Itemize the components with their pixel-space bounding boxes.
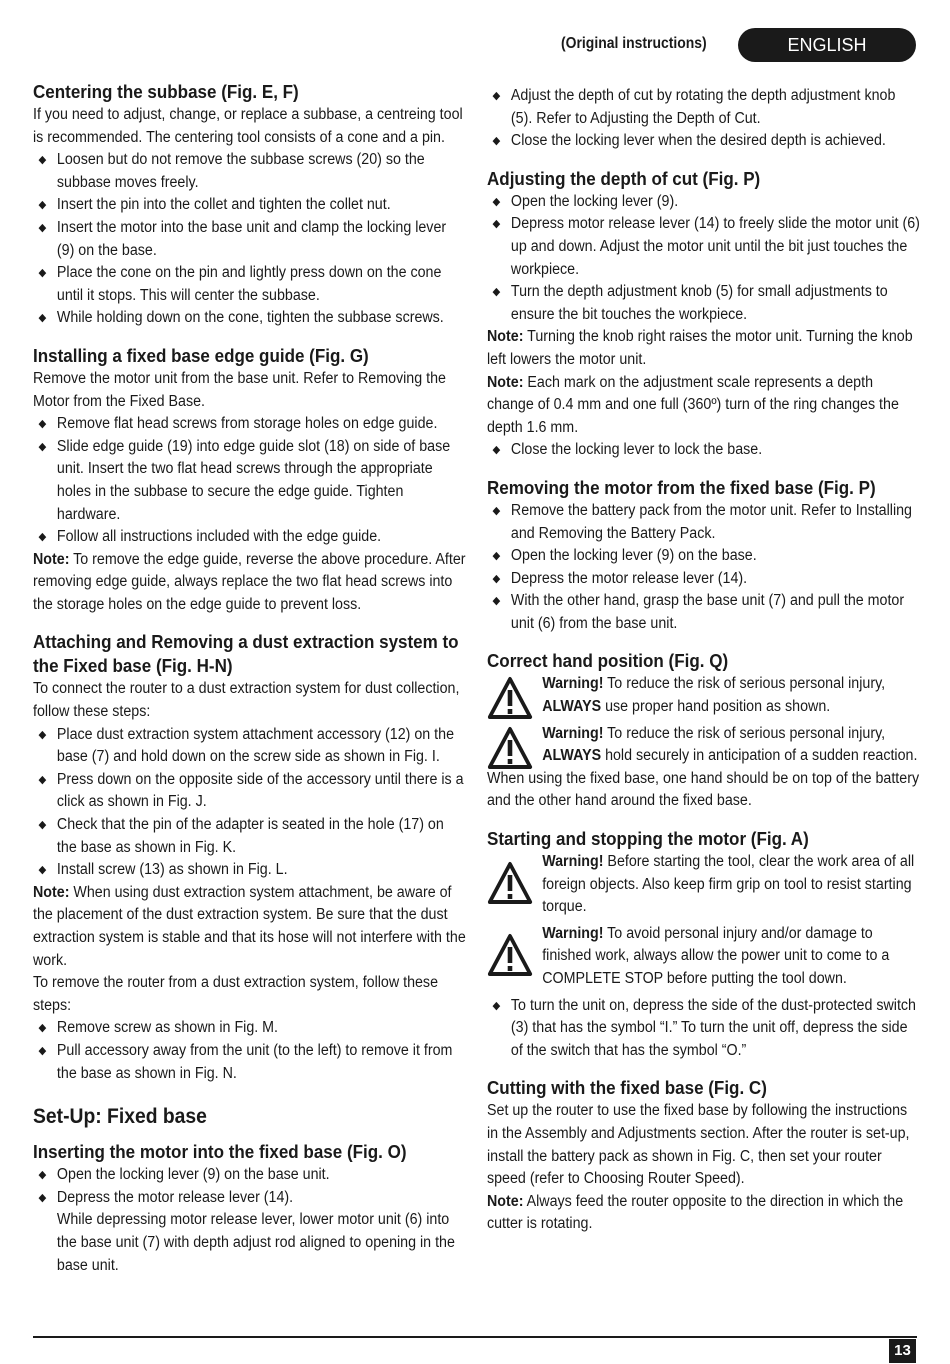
list-item: ◆ Follow all instructions included with the edge guide. [38, 528, 382, 546]
note: Note: When using dust extraction system attachment, be aware of the placement of the dust extraction system. Be sure that the dust extraction system is stable and that its hose will not interfere with the work. [33, 883, 466, 969]
list-item: ◆ Place dust extraction system attachment accessory (12) on the base (7) and hold down on the screw side as shown in Fig. I. [38, 725, 455, 766]
list-item: ◆ To turn the unit on, depress the side of the dust-protected switch (3) that has the symbol “I.” To turn the unit off, depress the side of the switch that has the symbol “O.” [492, 996, 916, 1059]
bullet-list [33, 1164, 466, 1209]
list-item: ◆ Pull accessory away from the unit (to the left) to remove it from the base as shown in Fig. N. [38, 1041, 453, 1082]
warning-block: Warning! Before starting the tool, clear the work area of all foreign objects. Also keep firm grip on tool to resist starting torque. [487, 851, 920, 919]
list-item: ◆ Install screw (13) as shown in Fig. L. [38, 861, 288, 879]
list-item: ◆ Depress motor release lever (14) to freely slide the motor unit (6) up and down. Adjust the motor unit until the bit just touches the workpiece. [492, 215, 920, 278]
paragraph: When using the fixed base, one hand should be on top of the battery and the other hand around the fixed base. [487, 769, 920, 810]
note: Note: Each mark on the adjustment scale represents a depth change of 0.4 mm and one full (360º) turn of the ring changes the depth 1.6 mm. [487, 373, 899, 436]
list-item: ◆ Remove the battery pack from the motor unit. Refer to Installing and Removing the Battery Pack. [492, 501, 912, 542]
paragraph: Remove the motor unit from the base unit. Refer to Removing the Motor from the Fixed Base. [33, 369, 446, 410]
list-item: ◆ With the other hand, grasp the base unit (7) and pull the motor unit (6) from the base unit. [492, 592, 905, 632]
right-column [487, 80, 920, 1236]
warning-block: Warning! To reduce the risk of serious personal injury, ALWAYS hold securely in anticipation of a sudden reaction. [487, 723, 920, 768]
heading-centering-subbase: Centering the subbase (Fig. E, F) [33, 81, 299, 102]
bullet-list [33, 1017, 466, 1085]
heading-removing-motor: Removing the motor from the fixed base (Fig. P) [487, 476, 876, 498]
note: Note: Turning the knob right raises the motor unit. Turning the knob left lowers the motor unit. [487, 328, 913, 368]
bullet-list [487, 85, 920, 153]
list-item: ◆ Open the locking lever (9) on the base unit. [38, 1166, 330, 1184]
bullet-list [487, 995, 920, 1063]
list-item: ◆ Turn the depth adjustment knob (5) for small adjustments to ensure the bit touches the workpiece. [492, 283, 888, 323]
list-item: ◆ Depress the motor release lever (14). [38, 1188, 294, 1206]
list-item: ◆ Depress the motor release lever (14). [492, 569, 748, 587]
bullet-list [33, 724, 466, 882]
paragraph: Set up the router to use the fixed base by following the instructions in the Assembly and Adjustments section. After the router is set-up, install the battery pack as shown in Fig. C, then set your router speed (refer to Choosing Router Speed). [487, 1102, 910, 1188]
heading-hand-position: Correct hand position (Fig. Q) [487, 650, 729, 672]
heading-dust-extraction: Attaching and Removing a dust extraction system to the Fixed base (Fig. H-N) [33, 631, 459, 677]
page-number: 13 [889, 1339, 916, 1363]
bullet-list [33, 149, 466, 330]
left-column [33, 80, 466, 1277]
heading-edge-guide: Installing a fixed base edge guide (Fig. G) [33, 344, 369, 366]
warning-triangle-icon [487, 933, 533, 977]
list-item: ◆ Insert the pin into the collet and tighten the collet nut. [38, 196, 391, 214]
list-item: ◆ Remove screw as shown in Fig. M. [38, 1019, 279, 1037]
list-item: ◆ Close the locking lever when the desired depth is achieved. [492, 132, 886, 150]
bullet-list [33, 413, 466, 549]
list-item: ◆ Check that the pin of the adapter is seated in the hole (17) on the base as shown in Fig. K. [38, 816, 444, 856]
heading-setup-fixed-base: Set-Up: Fixed base [33, 1105, 207, 1129]
list-item: ◆ Open the locking lever (9). [492, 192, 679, 210]
note: Note: To remove the edge guide, reverse the above procedure. After removing edge guide, always replace the two flat head screws into the storage holes on the edge guide to prevent loss. [33, 550, 466, 613]
note: Note: Always feed the router opposite to the direction in which the cutter is rotating. [487, 1192, 904, 1233]
warning-triangle-icon [487, 676, 533, 720]
list-item: ◆ Adjust the depth of cut by rotating the depth adjustment knob (5). Refer to Adjusting the Depth of Cut. [492, 87, 896, 127]
list-item: ◆ Close the locking lever to lock the base. [492, 441, 763, 459]
paragraph: While depressing motor release lever, lower motor unit (6) into the base unit (7) with depth adjust rod aligned to opening in the base unit. [56, 1211, 455, 1274]
bullet-list [487, 191, 920, 327]
warning-triangle-icon [487, 726, 533, 770]
warning-block: Warning! To reduce the risk of serious personal injury, ALWAYS use proper hand position as shown. [487, 673, 920, 718]
paragraph: To connect the router to a dust extraction system for dust collection, follow these steps: [33, 680, 460, 721]
warning-block: Warning! To avoid personal injury and/or damage to finished work, always allow the power unit to come to a COMPLETE STOP before putting the tool down. [487, 923, 920, 991]
bullet-list [487, 439, 920, 462]
list-item: ◆ While holding down on the cone, tighten the subbase screws. [38, 309, 444, 327]
original-instructions-label: (Original instructions) [561, 35, 707, 52]
warning-triangle-icon [487, 861, 533, 905]
list-item: ◆ Open the locking lever (9) on the base. [492, 547, 757, 565]
paragraph: If you need to adjust, change, or replace a subbase, a centreing tool is recommended. The centering tool consists of a cone and a pin. [33, 106, 463, 146]
heading-cutting-fixed-base: Cutting with the fixed base (Fig. C) [487, 1077, 767, 1099]
heading-starting-motor: Starting and stopping the motor (Fig. A) [487, 828, 809, 850]
list-item: ◆ Slide edge guide (19) into edge guide slot (18) on side of base unit. Insert the two flat head screws through the appropriate holes in the subbase to secure the edge guide. Tighten hardware. [38, 437, 451, 523]
list-item: ◆ Insert the motor into the base unit and clamp the locking lever (9) on the base. [38, 218, 447, 259]
heading-adjusting-depth: Adjusting the depth of cut (Fig. P) [487, 167, 761, 189]
list-item: ◆ Press down on the opposite side of the accessory until there is a click as shown in Fig. J. [38, 770, 464, 811]
language-badge: ENGLISH [738, 28, 916, 62]
bullet-list [487, 500, 920, 636]
list-item: ◆ Remove flat head screws from storage holes on edge guide. [38, 415, 438, 433]
heading-inserting-motor: Inserting the motor into the fixed base (Fig. O) [33, 1141, 407, 1163]
list-item: ◆ Loosen but do not remove the subbase screws (20) so the subbase moves freely. [38, 151, 425, 191]
list-item: ◆ Place the cone on the pin and lightly press down on the cone until it stops. This will center the subbase. [38, 264, 442, 304]
footer-rule [33, 1336, 917, 1338]
paragraph: To remove the router from a dust extraction system, follow these steps: [33, 974, 439, 1014]
